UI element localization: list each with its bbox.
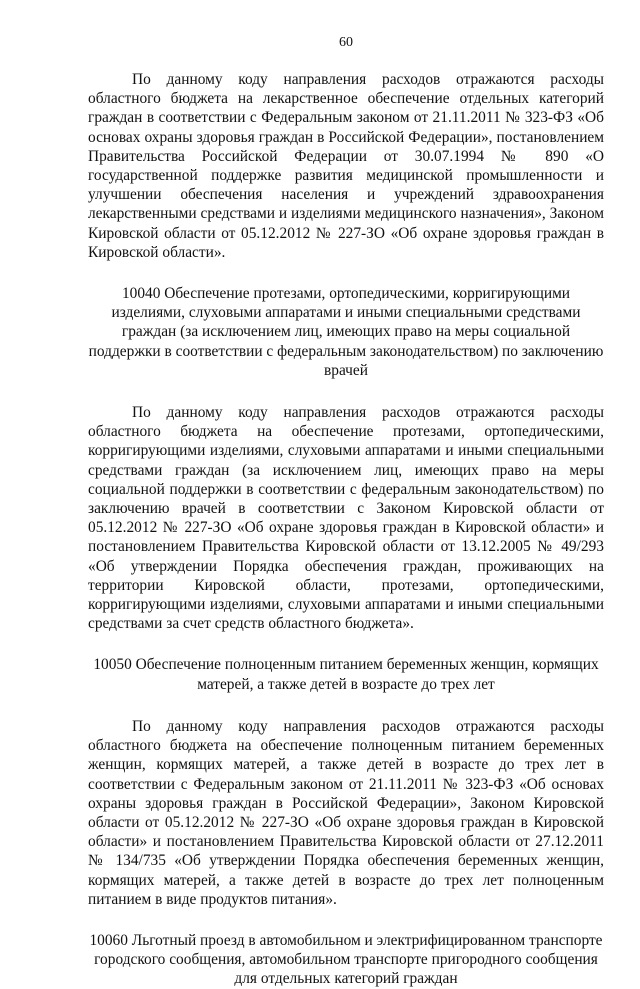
paragraph-prosthetics: По данному коду направления расходов отражаются расходы областного бюджета на обеспечение протезами, ортопедическими, корригирующими изделиями, слуховыми аппаратами и иными специальными средствами граждан (за исключением лиц, имеющих право на меры социальной поддержки в соответствии с федеральным законодательством) по заключению врачей в соответствии с Законом Кировской области от 05.12.2012 № 227-ЗО «Об охране здоровья граждан в Кировской области» и постановлением Правительства Кировской области от 13.12.2005 № 49/293 «Об утверждении Порядка обеспечения граждан, проживающих на территории Кировской области, протезами, ортопедическими, корригирующими изделиями, слуховыми аппаратами и иными специальными средствами за счет средств областного бюджета». (88, 404, 604, 633)
document-page (88, 34, 604, 989)
page-number: 60 (339, 35, 353, 50)
paragraph-drug-provision: По данному коду направления расходов отражаются расходы областного бюджета на лекарственное обеспечение отдельных категорий граждан в соответствии с Федеральным законом от 21.11.2011 № 323-ФЗ «Об основах охраны здоровья граждан в Российской Федерации», постановлением Правительства Российской Федерации от 30.07.1994 № 890 «О государственной поддержке развития медицинской промышленности и улучшении обеспечения населения и учреждений здравоохранения лекарственными средствами и изделиями медицинского назначения», Законом Кировской области от 05.12.2012 № 227-ЗО «Об охране здоровья граждан в Кировской области». (88, 71, 604, 261)
section-heading-10050: 10050 Обеспечение полноценным питанием беременных женщин, кормящих матерей, а также детей в возрасте до трех лет (93, 656, 599, 693)
section-heading-10060: 10060 Льготный проезд в автомобильном и электрифицированном транспорте городского сообщения, автомобильном транспорте пригородного сообщения для отдельных категорий граждан (89, 931, 603, 988)
section-heading-10040: 10040 Обеспечение протезами, ортопедическими, корригирующими изделиями, слуховыми аппаратами и иными специальными средствами граждан (за исключением лиц, имеющих право на меры социальной поддержки в соответствии с федеральным законодательством) по заключению врачей (88, 285, 604, 379)
paragraph-nutrition: По данному коду направления расходов отражаются расходы областного бюджета на обеспечение полноценным питанием беременных женщин, кормящих матерей, а также детей в возрасте до трех лет в соответствии с Федеральным законом от 21.11.2011 № 323-ФЗ «Об основах охраны здоровья граждан в Российской Федерации», Законом Кировской области от 05.12.2012 № 227-ЗО «Об охране здоровья граждан в Кировской области» и постановлением Правительства Кировской области от 27.12.2011 № 134/735 «Об утверждении Порядка обеспечения беременных женщин, кормящих матерей, а также детей в возрасте до трех лет полноценным питанием в виде продуктов питания». (88, 717, 604, 908)
